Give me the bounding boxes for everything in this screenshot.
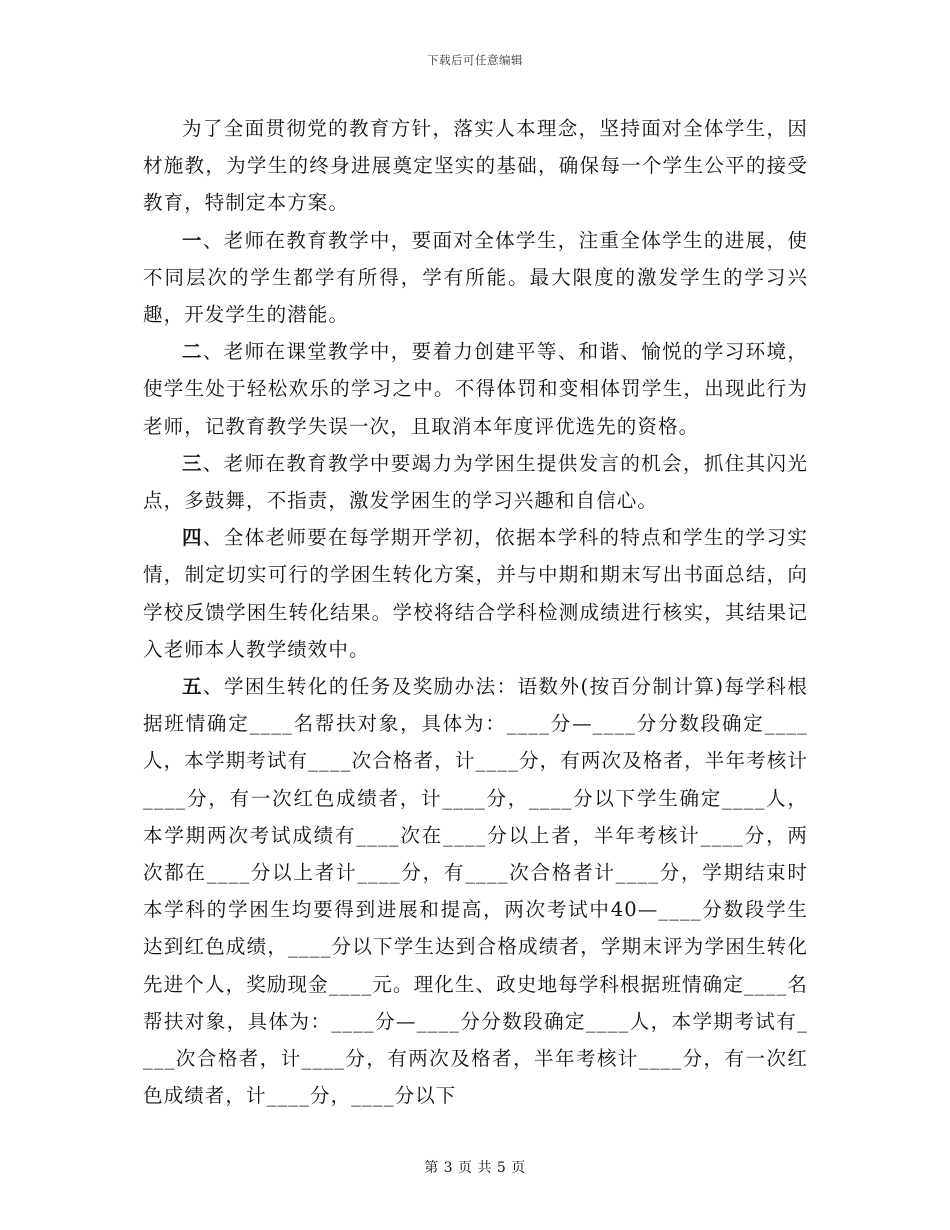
intro-paragraph — [143, 110, 808, 222]
paragraph-text: 、老师在教育教学中，要面对全体学生，注重全体学生的进展，使不同层次的学生都学有所得，学有所能。最大限度的激发学生的学习兴趣，开发学生的潜能。 — [143, 228, 808, 327]
section-number: 一 — [182, 228, 203, 252]
paragraph-text: 、学困生转化的任务及奖励办法：语数外(按百分制计算)每学科根据班情确定____名帮扶对象，具体为：____分—____分分数段确定____人，本学期考试有____次合格者，计____分，有两次及格者，半年考核计____分，有一次红色成绩者，计____分，____分以下学生确定____人，本学期两次考试成绩有____次在____分以上者，半年考核计____分，两次都在____分以上者计____分，有____次合格者计____分，学期结束时本学科的学困生均要得到进展和提高，两次考试中40—____分数段学生达到红色成绩，____分以下学生达到合格成绩者，学期末评为学困生转化先进个人，奖励现金____元。理化生、政史地每学科根据班情确定____名帮扶对象，具体为：____分—____分分数段确定____人，本学期考试有____次合格者，计____分，有两次及格者，半年考核计____分，有一次红色成绩者，计____分，____分以下 — [143, 675, 808, 1108]
paragraph-text: 、全体老师要在每学期开学初，依据本学科的特点和学生的学习实情，制定切实可行的学困生转化方案，并与中期和期末写出书面总结，向学校反馈学困生转化结果。学校将结合学科检测成绩进行核实，其结果记入老师本人教学绩效中。 — [143, 526, 808, 661]
page-header-note: 下载后可任意编辑 — [427, 53, 523, 67]
document-body — [143, 110, 808, 1114]
section-five-paragraph — [143, 668, 808, 1114]
section-number: 二 — [182, 340, 203, 364]
section-three-paragraph — [143, 445, 808, 519]
paragraph-text: 、老师在教育教学中要竭力为学困生提供发言的机会，抓住其闪光点，多鼓舞，不指责，激发学困生的学习兴趣和自信心。 — [143, 451, 808, 513]
page-number-footer: 第 3 页 共 5 页 — [424, 1160, 526, 1176]
section-number: 四 — [182, 526, 203, 550]
section-number: 五 — [182, 675, 203, 699]
paragraph-text: 、老师在课堂教学中，要着力创建平等、和谐、愉悦的学习环境，使学生处于轻松欢乐的学习之中。不得体罚和变相体罚学生，出现此行为老师，记教育教学失误一次，且取消本年度评优选先的资格。 — [143, 340, 808, 438]
section-four-paragraph — [143, 519, 808, 668]
paragraph-text: 为了全面贯彻党的教育方针，落实人本理念，坚持面对全体学生，因材施教，为学生的终身进展奠定坚实的基础，确保每一个学生公平的接受教育，特制定本方案。 — [143, 117, 808, 215]
section-one-paragraph — [143, 222, 808, 334]
section-two-paragraph — [143, 333, 808, 445]
section-number: 三 — [182, 451, 203, 475]
